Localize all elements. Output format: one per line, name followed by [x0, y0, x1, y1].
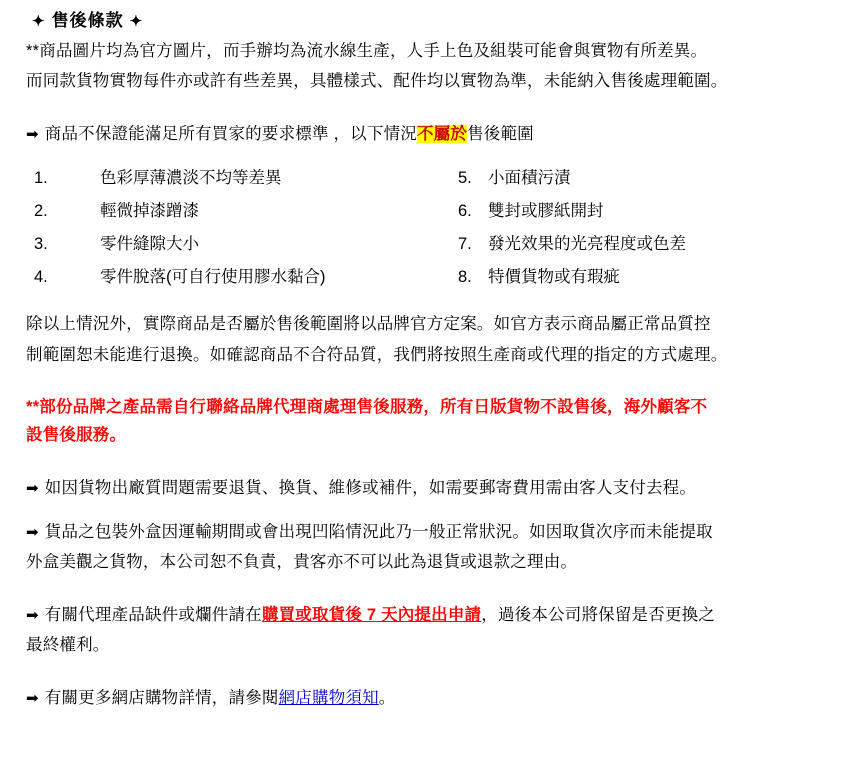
- list-item-number: 8.: [458, 268, 472, 287]
- list-item: [458, 228, 686, 261]
- general-clause-line-1: 除以上情況外，實際商品是否屬於售後範圍將以品牌官方定案。如官方表示商品屬正常品質控: [26, 315, 711, 334]
- agent-claim-after: ，過後本公司將保留是否更換之: [481, 605, 716, 624]
- bullet-agent-claim: [26, 601, 850, 660]
- list-item-number: 4.: [34, 268, 48, 287]
- exclusion-list-left: [34, 162, 326, 294]
- list-item-label: 特價貨物或有瑕疵: [488, 268, 620, 287]
- page-title-text: 售後條款: [51, 11, 124, 30]
- list-item: [34, 261, 326, 294]
- not-covered-before: 商品不保證能滿足所有買家的要求標準 ，以下情況: [44, 124, 417, 143]
- bullet-more-info: [26, 684, 850, 712]
- list-item-label: 雙封或膠紙開封: [488, 202, 604, 221]
- bullet-agent-claim-line-2: 最終權利。: [26, 636, 110, 655]
- list-item-number: 5.: [458, 169, 472, 188]
- not-covered-after: 售後範圍: [467, 124, 534, 143]
- diamond-icon-left: ✦: [32, 13, 46, 30]
- list-item-label: 輕微掉漆蹭漆: [100, 202, 199, 221]
- exclusion-lists: [26, 162, 850, 287]
- shop-notice-link[interactable]: 網店購物須知: [278, 688, 379, 707]
- bullet-packaging-line-2: 外盒美觀之貨物，本公司恕不負責，貴客亦不可以此為退貨或退款之理由。: [26, 553, 578, 572]
- more-info-after: 。: [378, 688, 396, 707]
- page-title: [26, 6, 850, 31]
- list-item: [34, 228, 326, 261]
- list-item-label: 發光效果的光亮程度或色差: [488, 235, 686, 254]
- bullet-shipping-cost: [26, 474, 850, 502]
- list-item-label: 零件脫落(可自行使用膠水黏合): [100, 268, 326, 287]
- list-item: [34, 162, 326, 195]
- red-notice-line-1: **部份品牌之產品需自行聯絡品牌代理商處理售後服務，所有日版貨物不設售後，海外顧客不: [26, 397, 708, 416]
- list-item-number: 6.: [458, 202, 472, 221]
- not-covered-notice: [26, 120, 850, 148]
- bullet-packaging-line-1: [26, 518, 850, 546]
- bullet-agent-claim-line-1: [26, 601, 850, 629]
- list-item: [458, 261, 686, 294]
- intro-paragraph: [26, 37, 850, 96]
- general-clause: [26, 310, 850, 369]
- list-item-number: 7.: [458, 235, 472, 254]
- intro-line-2: 而同款貨物實物每件亦或許有些差異，具體樣式、配件均以實物為準，未能納入售後處理範圍。: [26, 72, 728, 91]
- arrow-icon: ➡: [26, 125, 39, 143]
- arrow-icon: ➡: [26, 524, 39, 541]
- agent-claim-before: 有關代理產品缺件或爛件請在: [44, 605, 262, 624]
- general-clause-line-2: 制範圍恕未能進行退換。如確認商品不合符品質，我們將按照生產商或代理的指定的方式處理。: [26, 345, 728, 364]
- list-item-label: 色彩厚薄濃淡不均等差異: [100, 169, 282, 188]
- red-notice-line-2: 設售後服務。: [26, 426, 127, 445]
- arrow-icon: ➡: [26, 689, 39, 707]
- arrow-icon: ➡: [26, 479, 39, 497]
- bullet-shipping-cost-text: 如因貨物出廠質問題需要退貨、換貨、維修或補件，如需要郵寄費用需由客人支付去程。: [44, 478, 697, 497]
- not-covered-highlight: 不屬於: [416, 124, 468, 143]
- exclusion-list-right: [458, 162, 686, 294]
- list-item: [34, 195, 326, 228]
- agent-claim-emphasis: 購買或取貨後 7 天內提出申請: [261, 605, 482, 624]
- list-item-number: 2.: [34, 202, 48, 221]
- list-item: [458, 162, 686, 195]
- list-item: [458, 195, 686, 228]
- bullet-packaging: [26, 518, 850, 577]
- list-item-number: 1.: [34, 169, 48, 188]
- red-notice: [26, 393, 850, 450]
- arrow-icon: ➡: [26, 606, 39, 624]
- list-item-label: 小面積污漬: [488, 169, 571, 188]
- intro-line-1: **商品圖片均為官方圖片，而手辦均為流水線生產，人手上色及組裝可能會與實物有所差異。: [26, 42, 708, 60]
- list-item-number: 3.: [34, 235, 48, 254]
- more-info-before: 有關更多網店購物詳情，請參閱: [44, 688, 279, 707]
- list-item-label: 零件縫隙大小: [100, 235, 199, 254]
- bullet-packaging-text-1: 貨品之包裝外盒因運輸期間或會出現凹陷情況此乃一般正常狀況。如因取貨次序而未能提取: [44, 523, 713, 541]
- diamond-icon-right: ✦: [129, 13, 144, 30]
